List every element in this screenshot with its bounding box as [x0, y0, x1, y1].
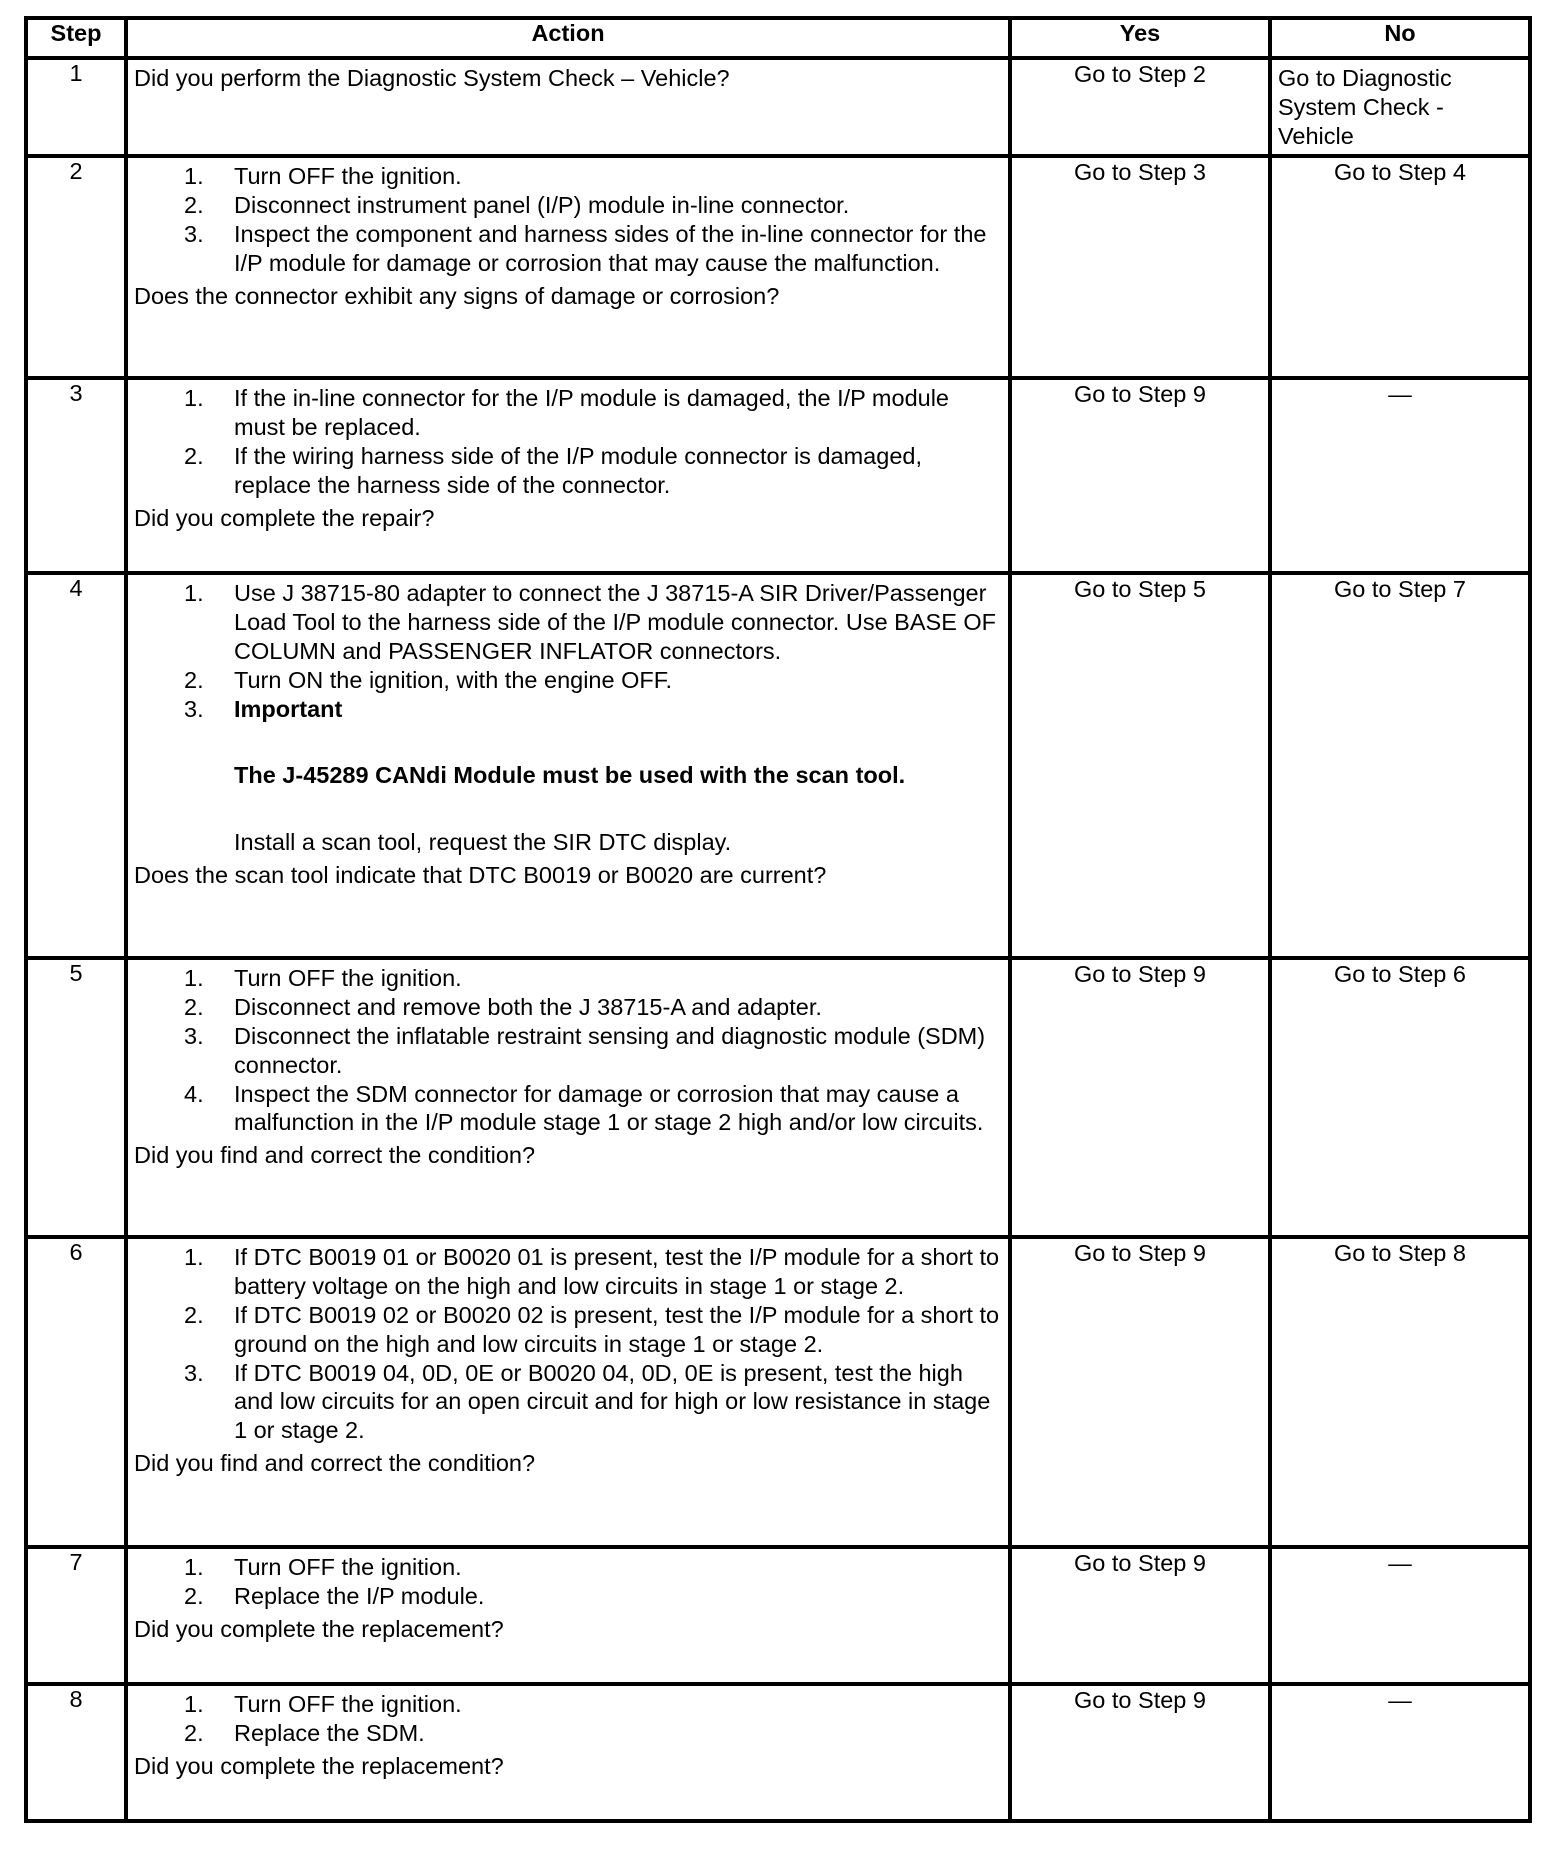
- no-result: Go to Step 6: [1270, 958, 1530, 1237]
- step-number: 1: [26, 58, 126, 156]
- step-number: 2: [26, 156, 126, 378]
- action-question: Does the connector exhibit any signs of damage or corrosion?: [134, 282, 780, 309]
- step-number: 5: [26, 958, 126, 1237]
- table-row-step-1: [26, 58, 1530, 156]
- step-number: 8: [26, 1684, 126, 1821]
- item-number: 2.: [184, 994, 204, 1021]
- action-cell: [126, 58, 1010, 156]
- item-text: Inspect the SDM connector for damage or corrosion that may cause a malfunction in the I/P module stage 1 or stage 2 high and/or low circuits.: [234, 1080, 984, 1136]
- action-cell: [126, 378, 1010, 573]
- item-number: 3.: [184, 1359, 204, 1386]
- list-item: [134, 220, 1002, 278]
- list-item: [134, 993, 1002, 1022]
- step-number: 3: [26, 378, 126, 573]
- header-step: Step: [26, 18, 126, 58]
- item-number: 1.: [184, 1691, 204, 1718]
- item-text: Turn OFF the ignition.: [234, 1554, 462, 1581]
- list-item: [134, 191, 1002, 220]
- item-text: If the wiring harness side of the I/P module connector is damaged, replace the harness side of the connector.: [234, 442, 922, 498]
- list-item: [134, 1690, 1002, 1719]
- action-steps-list: [134, 162, 1002, 277]
- list-item: [134, 1719, 1002, 1748]
- item-number: 1.: [184, 385, 204, 412]
- yes-result: Go to Step 9: [1010, 1237, 1270, 1547]
- item-number: 2.: [184, 442, 204, 469]
- important-body: Install a scan tool, request the SIR DTC display.: [234, 829, 732, 856]
- action-steps-list: [134, 1553, 1002, 1611]
- item-text: Turn OFF the ignition.: [234, 965, 462, 992]
- header-yes: Yes: [1010, 18, 1270, 58]
- no-result: —: [1270, 1684, 1530, 1821]
- table-row-step-3: [26, 378, 1530, 573]
- table-row-step-4: [26, 573, 1530, 958]
- item-number: 1.: [184, 1244, 204, 1271]
- list-item: [134, 442, 1002, 500]
- list-item: [134, 579, 1002, 665]
- action-cell: [126, 1237, 1010, 1547]
- item-text: If DTC B0019 04, 0D, 0E or B0020 04, 0D, 0E is present, test the high and low circuits for an open circuit and for high or low resistance in stage 1 or stage 2.: [234, 1359, 991, 1444]
- item-number: 3.: [184, 220, 204, 247]
- item-number: 4.: [184, 1080, 204, 1107]
- action-question: Did you complete the replacement?: [134, 1615, 504, 1642]
- step-number: 4: [26, 573, 126, 958]
- no-result: Go to Diagnostic System Check - Vehicle: [1270, 58, 1530, 156]
- table-row-step-2: [26, 156, 1530, 378]
- item-text: If DTC B0019 01 or B0020 01 is present, test the I/P module for a short to battery voltage on the high and low circuits in stage 1 or stage 2.: [234, 1244, 1000, 1300]
- action-cell: [126, 156, 1010, 378]
- table-row-step-8: [26, 1684, 1530, 1821]
- no-result: Go to Step 7: [1270, 573, 1530, 958]
- table-row-step-5: [26, 958, 1530, 1237]
- action-steps-list: [134, 964, 1002, 1137]
- item-number: 1.: [184, 580, 204, 607]
- list-item: [134, 1582, 1002, 1611]
- item-number: 2.: [184, 666, 204, 693]
- table-row-step-7: [26, 1547, 1530, 1684]
- important-note: The J-45289 CANdi Module must be used with the scan tool.: [234, 762, 906, 789]
- item-number: 3.: [184, 695, 204, 722]
- action-cell: [126, 958, 1010, 1237]
- diagnostic-table: [24, 16, 1532, 1823]
- list-item: [134, 964, 1002, 993]
- list-item: [134, 1359, 1002, 1445]
- item-number: 2.: [184, 1583, 204, 1610]
- yes-result: Go to Step 5: [1010, 573, 1270, 958]
- list-item: [134, 1022, 1002, 1080]
- action-question: Did you complete the repair?: [134, 504, 435, 531]
- item-text: Turn OFF the ignition.: [234, 163, 462, 190]
- item-text: If DTC B0019 02 or B0020 02 is present, test the I/P module for a short to ground on the high and low circuits in stage 1 or stage 2.: [234, 1301, 1000, 1357]
- yes-result: Go to Step 9: [1010, 1547, 1270, 1684]
- action-cell: [126, 1547, 1010, 1684]
- step-number: 6: [26, 1237, 126, 1547]
- item-text: Use J 38715-80 adapter to connect the J 38715-A SIR Driver/Passenger Load Tool to the harness side of the I/P module connector. Use BASE OF COLUMN and PASSENGER INFLATOR connectors.: [234, 580, 997, 664]
- action-question: Did you find and correct the condition?: [134, 1142, 536, 1169]
- list-item: [134, 695, 1002, 857]
- action-steps-list: [134, 579, 1002, 857]
- no-result: Go to Step 4: [1270, 156, 1530, 378]
- action-cell: [126, 1684, 1010, 1821]
- header-no: No: [1270, 18, 1530, 58]
- item-text: Replace the I/P module.: [234, 1583, 485, 1610]
- item-text: Turn ON the ignition, with the engine OFF.: [234, 666, 673, 693]
- yes-result: Go to Step 3: [1010, 156, 1270, 378]
- item-text: Disconnect and remove both the J 38715-A and adapter.: [234, 994, 822, 1021]
- list-item: [134, 162, 1002, 191]
- item-text: Replace the SDM.: [234, 1720, 425, 1747]
- item-text: Turn OFF the ignition.: [234, 1691, 462, 1718]
- item-number: 2.: [184, 192, 204, 219]
- action-cell: [126, 573, 1010, 958]
- diagnostic-table-container: [24, 16, 1528, 1823]
- table-row-step-6: [26, 1237, 1530, 1547]
- no-result: —: [1270, 378, 1530, 573]
- action-steps-list: [134, 1243, 1002, 1445]
- list-item: [134, 1553, 1002, 1582]
- action-question: Did you complete the replacement?: [134, 1752, 504, 1779]
- no-result: —: [1270, 1547, 1530, 1684]
- item-text: Disconnect the inflatable restraint sensing and diagnostic module (SDM) connector.: [234, 1022, 986, 1078]
- yes-result: Go to Step 2: [1010, 58, 1270, 156]
- list-item: [134, 384, 1002, 442]
- header-row: [26, 18, 1530, 58]
- action-question: Does the scan tool indicate that DTC B0019 or B0020 are current?: [134, 861, 827, 888]
- list-item: [134, 1301, 1002, 1359]
- item-number: 1.: [184, 965, 204, 992]
- yes-result: Go to Step 9: [1010, 958, 1270, 1237]
- item-text: Disconnect instrument panel (I/P) module in-line connector.: [234, 192, 850, 219]
- item-number: 2.: [184, 1301, 204, 1328]
- yes-result: Go to Step 9: [1010, 1684, 1270, 1821]
- item-number: 3.: [184, 1022, 204, 1049]
- important-title: Important: [234, 695, 343, 722]
- action-question: Did you find and correct the condition?: [134, 1449, 536, 1476]
- item-number: 1.: [184, 163, 204, 190]
- action-steps-list: [134, 1690, 1002, 1748]
- item-text: Inspect the component and harness sides of the in-line connector for the I/P module for damage or corrosion that may cause the malfunction.: [234, 220, 987, 276]
- list-item: [134, 1243, 1002, 1301]
- item-number: 2.: [184, 1720, 204, 1747]
- list-item: [134, 666, 1002, 695]
- item-text: If the in-line connector for the I/P module is damaged, the I/P module must be replaced.: [234, 385, 949, 441]
- list-item: [134, 1080, 1002, 1138]
- action-steps-list: [134, 384, 1002, 499]
- header-action: Action: [126, 18, 1010, 58]
- item-number: 1.: [184, 1554, 204, 1581]
- step-number: 7: [26, 1547, 126, 1684]
- no-result: Go to Step 8: [1270, 1237, 1530, 1547]
- yes-result: Go to Step 9: [1010, 378, 1270, 573]
- action-question: Did you perform the Diagnostic System Check – Vehicle?: [134, 65, 730, 91]
